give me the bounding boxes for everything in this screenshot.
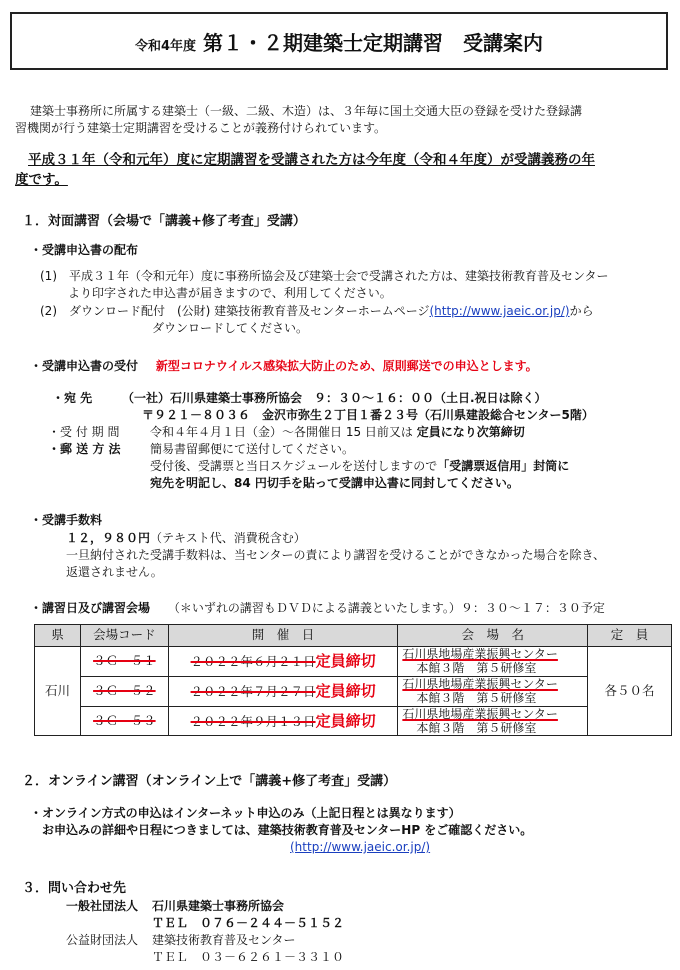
fee-amount: １２，９８０円	[66, 531, 151, 545]
schedule-note: （＊いずれの講習もＤＶＤによる講義といたします。）９：３０～１７：３０予定	[167, 601, 605, 615]
schedule-heading: ・講習日及び講習会場	[30, 601, 151, 615]
venue-code: ３Ｃ－５１	[93, 652, 156, 668]
session-date: ２０２２年６月２１日	[190, 654, 316, 670]
fee-line-1	[66, 530, 306, 546]
online-line-1: ・オンライン方式の申込はインターネット申込のみ（上記日程とは異なります）	[30, 806, 461, 820]
title-main: 第１・２期建築士定期講習 受講案内	[203, 31, 543, 55]
fee-note: （テキスト代、消費税含む）	[150, 531, 306, 545]
table-header-row	[35, 625, 672, 647]
table-row	[35, 706, 672, 736]
section-1-heading: １．対面講習（会場で「講義+修了考査」受講）	[22, 214, 306, 229]
capacity-cell: 各５０名	[588, 647, 672, 736]
session-date: ２０２２年９月１３日	[190, 713, 316, 729]
session-date: ２０２２年７月２７日	[190, 684, 316, 700]
header-venue: 会 場 名	[398, 625, 588, 647]
table-row	[35, 647, 672, 677]
closed-stamp: 定員締切	[315, 682, 376, 701]
page-title	[12, 30, 666, 57]
mail-label: ・郵 送 方 法	[48, 442, 121, 456]
mail-line-3: 宛先を明記し、84 円切手を貼って受講申込書に同封してください。	[150, 476, 519, 490]
closed-stamp: 定員締切	[315, 652, 376, 671]
application-heading: ・受講申込書の配布	[30, 243, 139, 257]
title-box	[10, 12, 668, 70]
venue-room: 本館３階 第５研修室	[416, 661, 537, 676]
org2-type: 公益財団法人	[66, 933, 139, 947]
period-plain: 令和４年４月１日（金）～各開催日 15 日前又は	[150, 425, 413, 439]
header-prefecture: 県	[35, 625, 81, 647]
online-line-2: お申込みの詳細や日程につきましては、建築技術教育普及センターHP をご確認ください。	[42, 823, 533, 837]
venue-room: 本館３階 第５研修室	[416, 691, 537, 706]
mail-line-2-bold: 「受講票返信用」封筒に	[437, 459, 570, 473]
schedule-table	[34, 624, 672, 736]
dest-value: （一社）石川県建築士事務所協会 ９：３０～１６：００（土日.祝日は除く）	[122, 391, 547, 405]
org1-type: 一般社団法人	[66, 899, 139, 913]
venue-cell	[398, 706, 588, 736]
section-3-heading: ３．問い合わせ先	[22, 881, 127, 896]
venue-name: 石川県地場産業振興センター	[402, 647, 558, 661]
org2-tel: ＴＥＬ ０３－６２６１－３３１０	[152, 950, 345, 964]
fee-line-3: 返還されません。	[66, 565, 163, 579]
venue-name: 石川県地場産業振興センター	[402, 706, 558, 721]
reception-heading: ・受講申込書の受付	[30, 359, 139, 373]
venue-name: 石川県地場産業振興センター	[402, 676, 558, 691]
venue-code: ３Ｃ－５３	[93, 712, 156, 728]
period-value	[150, 424, 525, 440]
section-2-heading: ２．オンライン講習（オンライン上で「講義+修了考査」受講）	[22, 774, 397, 789]
venue-code-cell	[80, 676, 168, 706]
item2-prefix: (2) ダウンロード配付 (公財) 建築技術教育普及センターホームページ	[40, 304, 430, 318]
period-label: ・受 付 期 間	[48, 425, 120, 439]
period-bold: 定員になり次第締切	[416, 425, 525, 439]
date-cell	[168, 676, 398, 706]
item2-line-2: ダウンロードしてください。	[152, 321, 309, 335]
mail-line-2	[150, 458, 569, 474]
item1-line-1: (1) 平成３１年（令和元年）度に事務所協会及び建築士会で受講された方は、建築技術教育普及センター	[40, 269, 609, 283]
title-prefix: 令和4年度	[134, 39, 197, 54]
notice-line-1: 平成３１年（令和元年）度に定期講習を受講された方は今年度（令和４年度）が受講義務の年	[28, 152, 595, 168]
venue-cell	[398, 676, 588, 706]
jaeic-link-online[interactable]: (http://www.jaeic.or.jp/)	[290, 840, 431, 854]
date-cell	[168, 647, 398, 677]
intro-line-1: 建築士事務所に所属する建築士（一級、二級、木造）は、３年毎に国土交通大臣の登録を受けた登録講	[30, 104, 583, 118]
item2-line-1	[40, 303, 594, 319]
org2-name: 建築技術教育普及センター	[152, 933, 296, 947]
online-link-row	[290, 839, 430, 855]
fee-line-2: 一旦納付された受講手数料は、当センターの責により講習を受けることができなかった場合を除き、	[66, 548, 606, 562]
venue-room: 本館３階 第５研修室	[416, 720, 537, 735]
notice-line-2: 度です。	[15, 172, 68, 188]
reception-notice: 新型コロナウイルス感染拡大防止のため、原則郵送での申込とします。	[155, 359, 538, 373]
venue-cell	[398, 647, 588, 677]
dest-label: ・宛 先	[52, 391, 93, 405]
mail-line-1: 簡易書留郵便にて送付してください。	[150, 442, 355, 456]
header-venue-code: 会場コード	[80, 625, 168, 647]
org1-name: 石川県建築士事務所協会	[152, 899, 285, 913]
header-date: 開 催 日	[168, 625, 398, 647]
fee-heading: ・受講手数料	[30, 513, 103, 527]
date-cell	[168, 706, 398, 736]
item2-suffix: から	[569, 304, 594, 318]
jaeic-link[interactable]: (http://www.jaeic.or.jp/)	[429, 304, 570, 318]
venue-code: ３Ｃ－５２	[93, 682, 156, 698]
prefecture-cell: 石川	[35, 647, 81, 736]
dest-address: 〒９２１－８０３６ 金沢市弥生２丁目１番２３号（石川県建設総合センター5階）	[142, 408, 594, 422]
org1-tel: ＴＥＬ ０７６－２４４－５１５２	[152, 916, 345, 930]
intro-line-2: 習機関が行う建築士定期講習を受けることが義務付けられています。	[15, 121, 387, 135]
header-capacity: 定 員	[588, 625, 672, 647]
item1-line-2: より印字された申込書が届きますので、利用してください。	[68, 286, 392, 300]
table-row	[35, 676, 672, 706]
mail-line-2-plain: 受付後、受講票と当日スケジュールを送付しますので	[150, 459, 438, 473]
closed-stamp: 定員締切	[315, 711, 376, 730]
reception-line	[30, 358, 538, 374]
venue-code-cell	[80, 647, 168, 677]
venue-code-cell	[80, 706, 168, 736]
schedule-line	[30, 600, 605, 616]
